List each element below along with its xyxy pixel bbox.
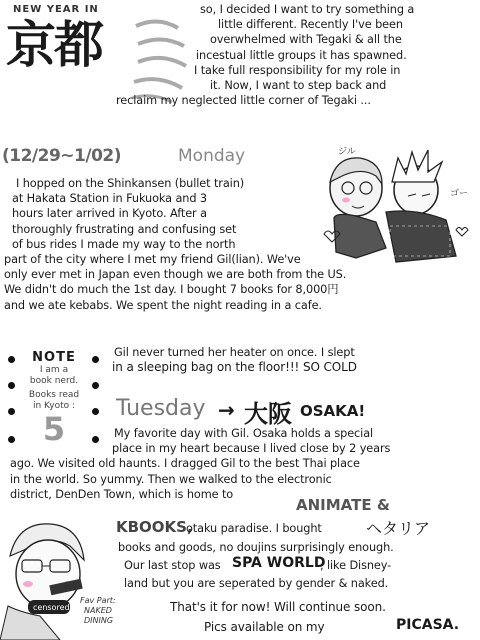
note-title: NOTE xyxy=(32,350,76,365)
tuesday-line: in the world. So yummy. Then we walked to the electronic xyxy=(10,472,332,486)
fav-line: Fav Part: xyxy=(80,596,116,605)
note-line: I am a xyxy=(39,365,69,375)
right-name-label: ゴー xyxy=(450,189,469,199)
censored-label: censored xyxy=(33,603,70,612)
bullet-dot xyxy=(8,408,15,415)
note-line: Books read xyxy=(28,390,80,400)
fav-line: DINING xyxy=(84,616,114,625)
bullet-dot xyxy=(92,382,99,389)
monday-line: only ever met in Japan even though we are both from the US. xyxy=(4,268,347,282)
monday-line: I hopped on the Shinkansen (bullet train) xyxy=(16,177,245,190)
tuesday-text xyxy=(10,426,390,502)
intro-line: reclaim my neglected little corner of Tegaki ... xyxy=(116,94,371,108)
date-range: (12/29~1/02) xyxy=(2,146,122,166)
monday-label: Monday xyxy=(178,146,246,166)
intro-line: so, I decided I want to try something a xyxy=(200,3,415,16)
arrow-icon: → xyxy=(218,398,235,422)
fav-part-note xyxy=(80,596,116,626)
monday-line: part of the city where I met my friend Gil(lian). We've xyxy=(4,253,301,267)
kbooks-rest: otaku paradise. I bought xyxy=(186,522,322,535)
intro-line: overwhelmed with Tegaki & all the xyxy=(210,33,402,47)
hetalia-text: ヘタリア xyxy=(366,519,431,538)
fav-line: NAKED xyxy=(84,606,112,615)
closing-line-2: Pics available on my xyxy=(204,620,325,634)
tuesday-line: place in my heart because I lived close by 2 years xyxy=(112,442,391,456)
kbooks-store: KBOOKS, xyxy=(116,518,193,536)
monday-line: hours later arrived in Kyoto. After a xyxy=(12,207,207,221)
bullet-dot xyxy=(8,382,15,389)
monday-line: We didn't do much the 1st day. I bought 7 books for 8,000円 xyxy=(4,283,339,297)
intro-text xyxy=(116,2,415,108)
animate-store: ANIMATE & xyxy=(296,496,390,514)
tuesday-line: ago. We visited old haunts. I dragged Gil to the best Thai place xyxy=(10,457,360,471)
tuesday-line: My favorite day with Gil. Osaka holds a special xyxy=(114,427,374,440)
monday-line: Gil never turned her heater on once. I slept xyxy=(114,346,355,359)
intro-line: it. Now, I want to step back and xyxy=(210,79,387,93)
monday-line: thoroughly frustrating and confusing set xyxy=(12,222,237,236)
tuesday-line: district, DenDen Town, which is home to xyxy=(10,487,234,501)
monday-line: in a sleeping bag on the floor!!! SO COLD xyxy=(112,360,357,375)
closing-line-1: That's it for now! Will continue soon. xyxy=(170,600,386,614)
monday-text-2 xyxy=(100,345,357,375)
tuesday-line: books and goods, no doujins surprisingly enough. xyxy=(118,541,394,554)
left-name-label: ジル xyxy=(338,147,356,157)
monday-line: and we ate kebabs. We spent the night reading in a cafe. xyxy=(4,298,322,312)
books-read-count: 5 xyxy=(42,410,66,448)
spa-world: SPA WORLD xyxy=(232,555,326,571)
osaka-romaji: OSAKA! xyxy=(300,402,366,420)
osaka-kanji: 大阪 xyxy=(244,399,292,428)
bullet-dot xyxy=(92,356,99,363)
picasa-link: PICASA. xyxy=(396,617,460,633)
friends-illustration xyxy=(316,138,476,278)
intro-line: incestual little groups it has spawned. xyxy=(196,48,407,62)
tuesday-line: Our last stop was xyxy=(124,559,221,572)
bullet-dot xyxy=(8,356,15,363)
monday-text xyxy=(4,176,347,313)
monday-line: of bus rides I made my way to the north xyxy=(12,237,236,251)
title-small: NEW YEAR IN xyxy=(13,4,99,15)
note-line: book nerd. xyxy=(29,376,79,386)
spa-rest: , like Disney- xyxy=(320,559,392,572)
intro-line: little different. Recently I've been xyxy=(218,18,403,32)
title-kanji: 京都 xyxy=(6,15,102,74)
intro-line: I take full responsibility for my role in xyxy=(194,63,401,77)
bullet-dot xyxy=(92,408,99,415)
note-line: in Kyoto : xyxy=(32,401,76,411)
tuesday-line: land but you are seperated by gender & naked. xyxy=(124,577,389,590)
monday-line: at Hakata Station in Fukuoka and 3 xyxy=(12,192,208,206)
tuesday-label: Tuesday xyxy=(116,396,206,421)
